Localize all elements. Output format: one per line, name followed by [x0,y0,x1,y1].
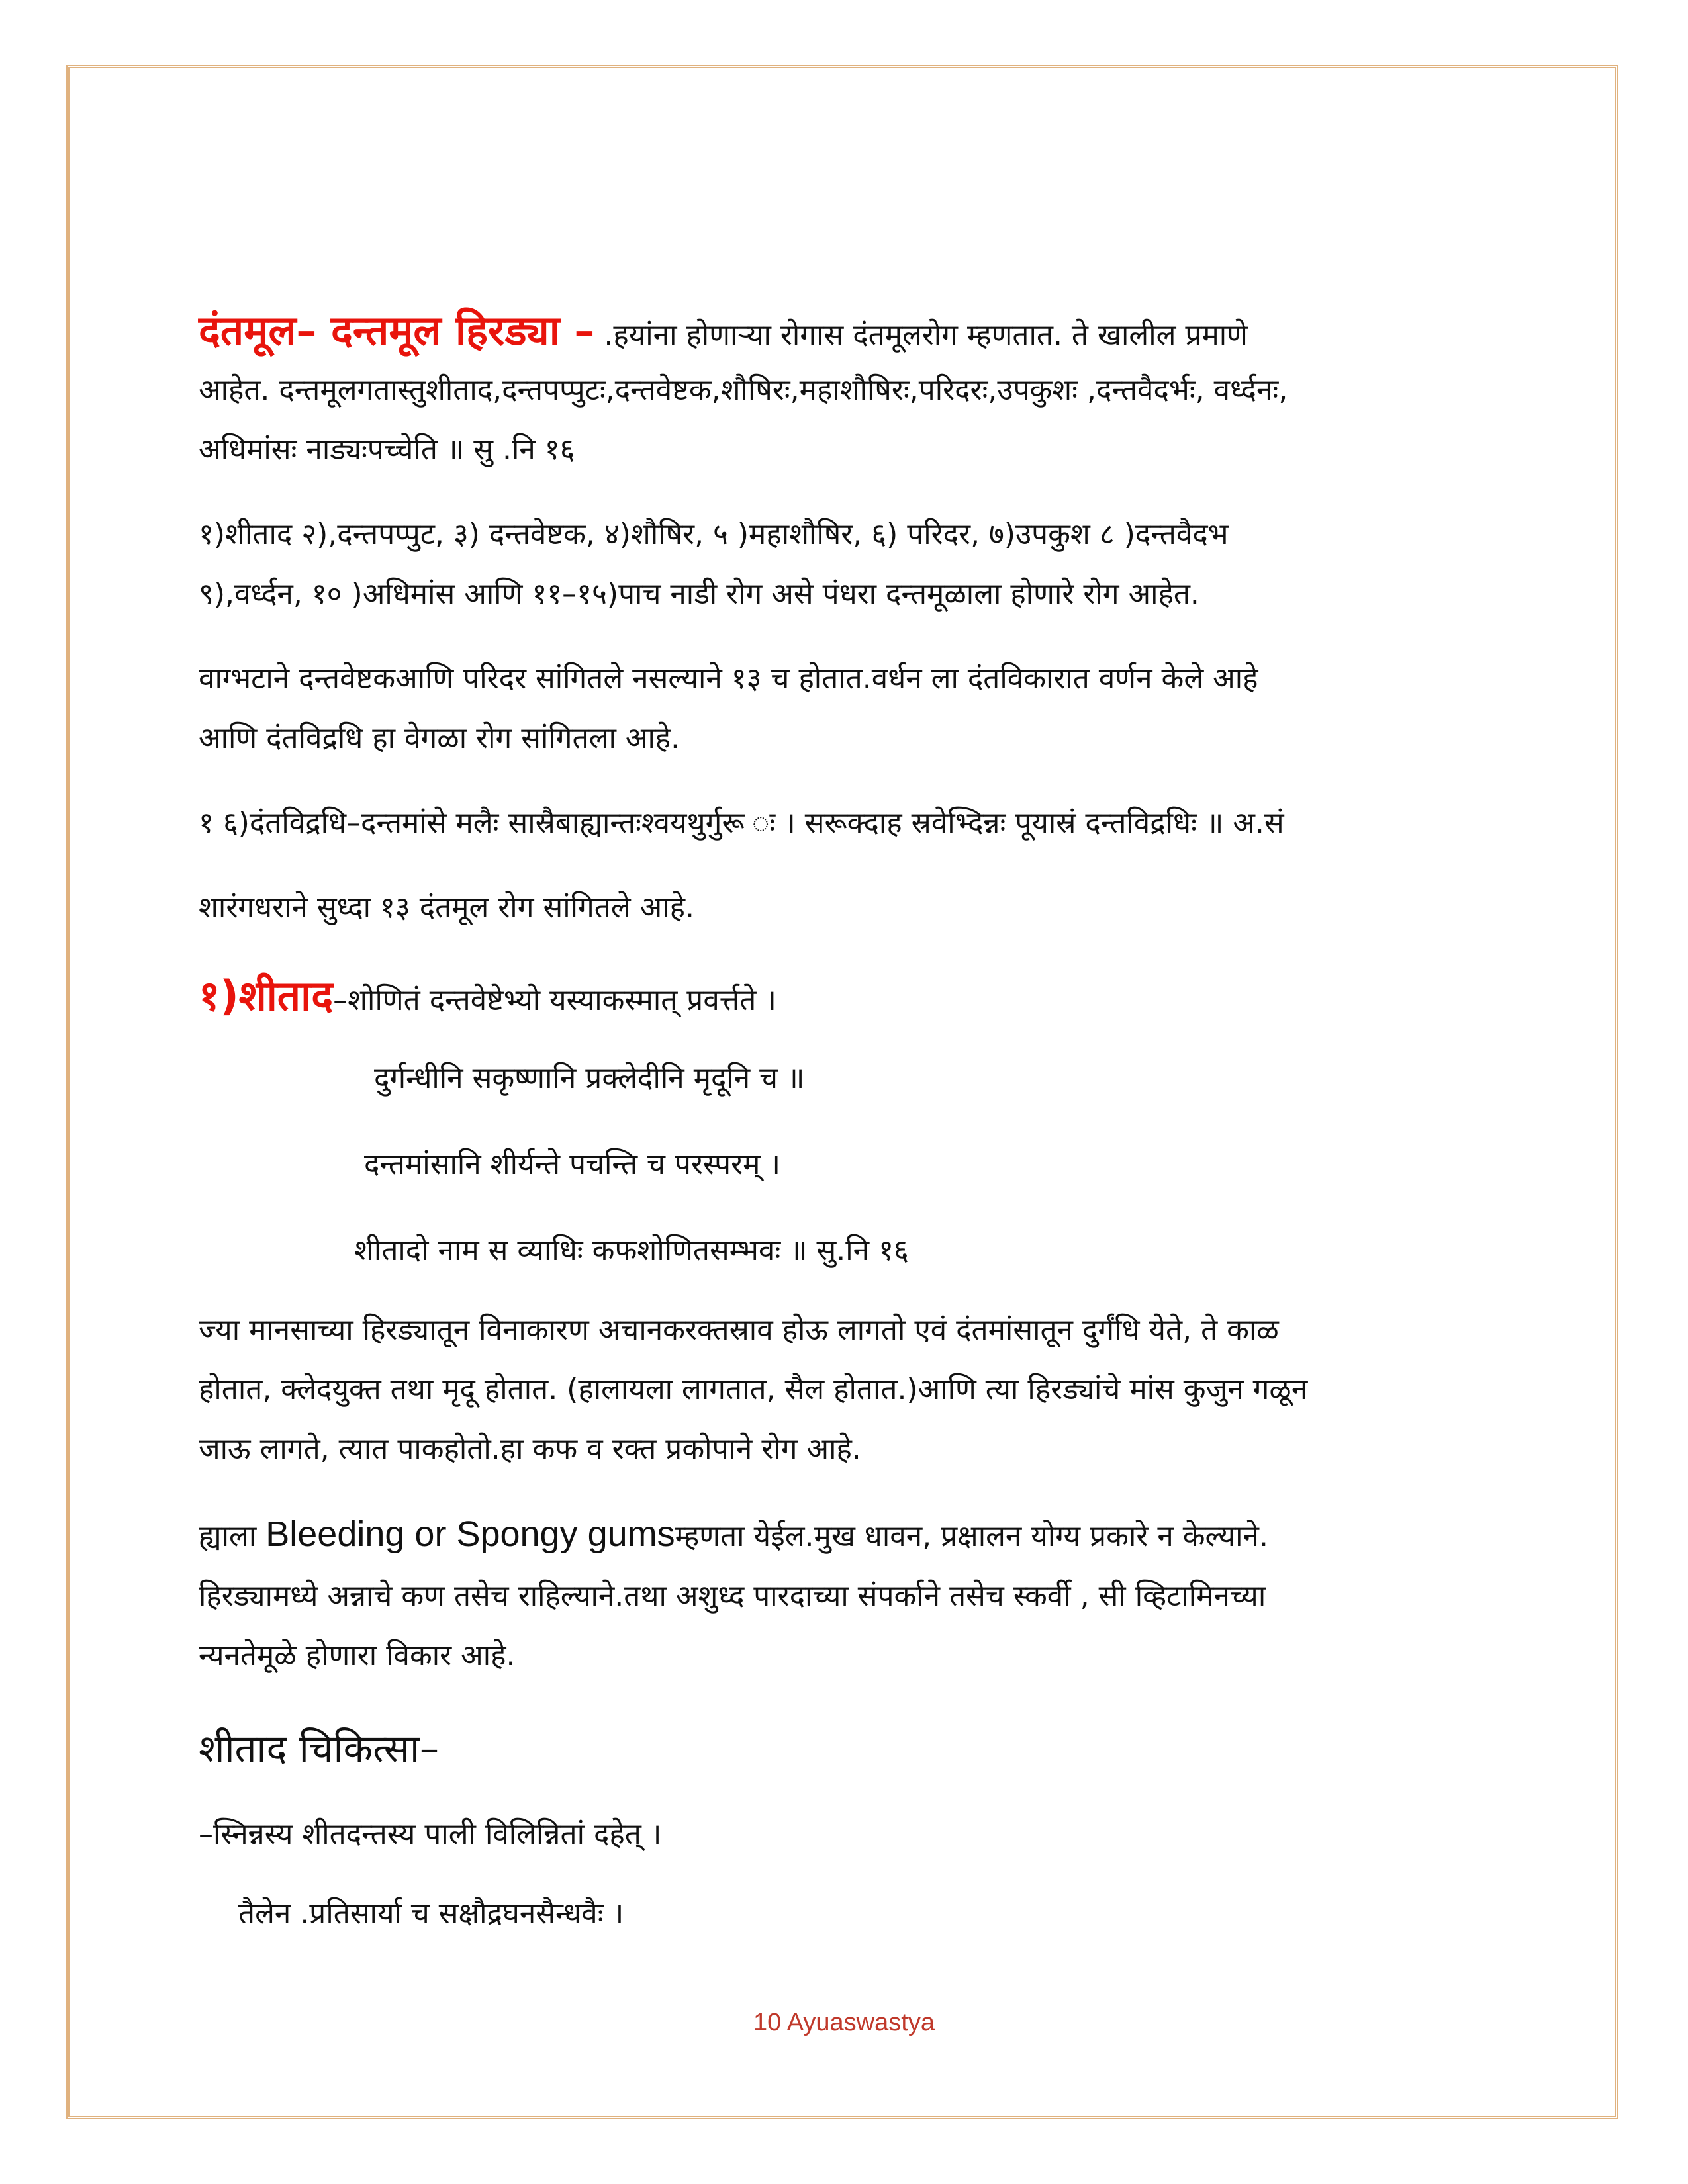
section-heading: दंतमूल– दन्तमूल हिरड्या – [199,306,595,355]
intro-paragraph-line-1 [199,301,1503,361]
english-term-line: ह्याला Bleeding or Spongy gumsम्हणता येईल.मुख धावन, प्रक्षालन योग्य प्रकारे न केल्याने. [199,1514,1268,1554]
sheetad-verse-1: –शोणितं दन्तवेष्टेभ्यो यस्याकस्मात् प्रवर्त्तते । [333,983,776,1017]
sheetad-description-3: जाऊ लागते, त्यात पाकहोतो.हा कफ व रक्त प्रकोपाने रोग आहे. [199,1432,861,1466]
chikitsa-verse-1: –स्निन्नस्य शीतदन्तस्य पाली विलिन्नितां दहेत् । [199,1817,662,1851]
intro-paragraph-line-2: आहेत. दन्तमूलगतास्तुशीताद,दन्तपप्पुटः,दन्तवेष्टक,शौषिरः,महाशौषिरः,परिदरः,उपकुशः ,दन्तवैदर्भः, वर्ध्दनः, [199,373,1288,407]
intro-text: .हयांना होणाऱ्या रोगास दंतमूलरोग म्हणतात. ते खालील प्रमाणे [594,318,1248,352]
page-footer: 10 Ayuaswastya [753,2009,935,2036]
list-line-2: ९),वर्ध्दन, १० )अधिमांस आणि ११–१५)पाच नाडी रोग असे पंधरा दन्तमूळाला होणारे रोग आहेत. [199,577,1199,611]
page-content [199,301,1503,1944]
chikitsa-verse-2: तैलेन .प्रतिसार्या च सक्षौद्रघनसैन्धवैः । [238,1897,624,1931]
sheetad-heading: १)शीताद [199,972,334,1020]
vagbhata-line-1: वाग्भटाने दन्तवेष्टकआणि परिदर सांगितले नसल्याने १३ च होतात.वर्धन ला दंतविकारात वर्णन केले आहे [199,662,1258,696]
vagbhata-line-2: आणि दंतविद्रधि हा वेगळा रोग सांगितला आहे. [199,721,680,755]
sheetad-description-1: ज्या मानसाच्या हिरड्यातून विनाकारण अचानकरक्तस्राव होऊ लागतो एवं दंतमांसातून दुर्गंधि येते, ते काळ [199,1313,1279,1347]
english-term: Bleeding or Spongy gums [265,1514,675,1554]
sheetad-verse-4: शीतादो नाम स व्याधिः कफशोणितसम्भवः ॥ सु.नि १६ [354,1234,909,1267]
sheetad-heading-line [199,963,1503,1029]
cause-line-2: न्यनतेमूळे होणारा विकार आहे. [199,1639,516,1672]
intro-paragraph-line-3: अधिमांसः नाड्यःपच्चेति ॥ सु .नि १६ [199,433,575,467]
sheetad-description-2: होतात, क्लेदयुक्त तथा मृदू होतात. (हालायला लागतात, सैल होतात.)आणि त्या हिरड्यांचे मांस कुजुन गळून [199,1373,1308,1406]
dantavidradhi-line: १ ६)दंतविद्रधि–दन्तमांसे मलैः सास्रैबाह्यान्तःश्वयथुर्गुरू ः । सरूक्दाह स्रवेभ्दिन्नः पूयास्रं दन्तविद्रधिः ॥ अ.सं [199,806,1284,840]
sheetad-verse-2: दुर्गन्धीनि सकृष्णानि प्रक्लेदीनि मृदूनि च ॥ [374,1062,805,1095]
sharangdhar-line: शारंगधराने सुध्दा १३ दंतमूल रोग सांगितले आहे. [199,891,694,925]
sheetad-verse-3: दन्तमांसानि शीर्यन्ते पचन्ति च परस्परम् । [364,1148,781,1181]
chikitsa-heading: शीताद चिकित्सा– [199,1726,440,1771]
cause-line-1: हिरड्यामध्ये अन्नाचे कण तसेच राहिल्याने.तथा अशुध्द पारदाच्या संपर्काने तसेच स्कर्वी , सी व्हिटामिनच्या [199,1579,1266,1613]
list-line-1: १)शीताद २),दन्तपप्पुट, ३) दन्तवेष्टक, ४)शौषिर, ५ )महाशौषिर, ६) परिदर, ७)उपकुश ८ )दन्तवैदभ [199,518,1229,551]
